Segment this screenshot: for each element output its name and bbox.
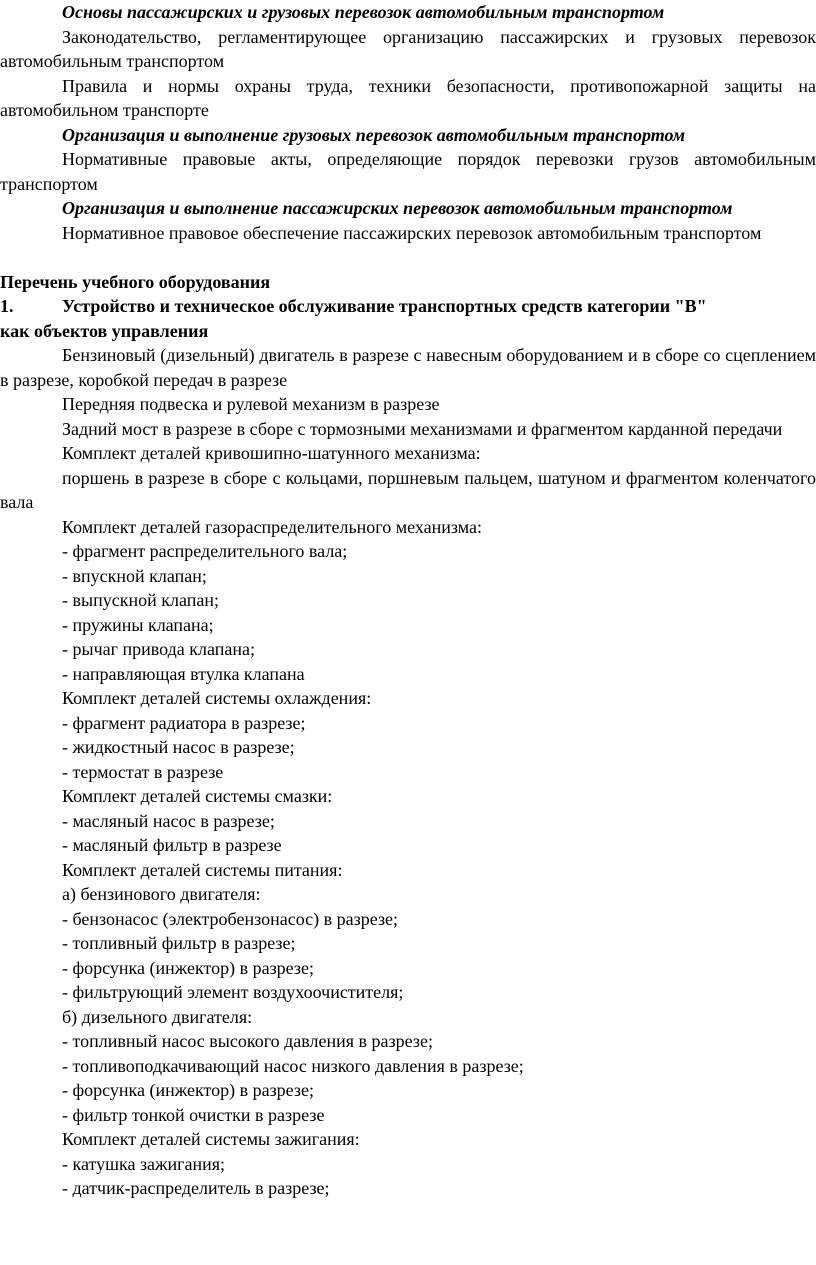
paragraph-engine: Бензиновый (дизельный) двигатель в разрезе с навесным оборудованием и в сборе со сцеплением в разрезе, коробкой передач в разрезе bbox=[0, 345, 816, 390]
equipment-lines bbox=[0, 515, 816, 1201]
blank-line bbox=[0, 245, 816, 270]
paragraph-legislation: Законодательство, регламентирующее организацию пассажирских и грузовых перевозок автомобильным транспортом bbox=[0, 26, 816, 71]
list-item: - топливоподкачивающий насос низкого давления в разрезе; bbox=[62, 1055, 524, 1076]
list-item: Комплект деталей системы охлаждения: bbox=[62, 688, 372, 708]
list-item: - фрагмент радиатора в разрезе; bbox=[62, 712, 306, 733]
list-item: - топливный насос высокого давления в разрезе; bbox=[62, 1031, 433, 1051]
list-item: - рычаг привода клапана; bbox=[62, 639, 256, 659]
list-item: - форсунка (инжектор) в разрезе; bbox=[62, 957, 314, 978]
section-heading-cargo: Организация и выполнение грузовых перевозок автомобильным транспортом bbox=[62, 124, 686, 145]
list-item: - катушка зажигания; bbox=[62, 1153, 226, 1174]
list-item: - пружины клапана; bbox=[62, 614, 214, 635]
list-item: - направляющая втулка клапана bbox=[62, 663, 305, 684]
list-item: - термостат в разрезе bbox=[62, 761, 224, 782]
paragraph-rear-axle: Задний мост в разрезе в сборе с тормозными механизмами и фрагментом карданной передачи bbox=[62, 418, 783, 439]
paragraph-safety-rules: Правила и нормы охраны труда, техники безопасности, противопожарной защиты на автомобильном транспорте bbox=[0, 75, 816, 120]
list-item: а) бензинового двигателя: bbox=[62, 884, 261, 904]
list-item: - фильтр тонкой очистки в разрезе bbox=[62, 1104, 325, 1125]
paragraph-front-suspension: Передняя подвеска и рулевой механизм в разрезе bbox=[62, 394, 440, 414]
list-item: - бензонасос (электробензонасос) в разрезе; bbox=[62, 908, 399, 929]
list-item: - фильтрующий элемент воздухоочистителя; bbox=[62, 982, 404, 1002]
list-item: Комплект деталей системы питания: bbox=[62, 859, 343, 880]
list-item: б) дизельного двигателя: bbox=[62, 1006, 253, 1027]
list-item: - масляный фильтр в разрезе bbox=[62, 835, 282, 855]
list-item: Комплект деталей газораспределительного механизма: bbox=[62, 516, 483, 537]
paragraph-passenger-law: Нормативное правовое обеспечение пассажирских перевозок автомобильным транспортом bbox=[62, 222, 762, 243]
list-item: - фрагмент распределительного вала; bbox=[62, 541, 348, 561]
numbered-heading-1 bbox=[0, 294, 816, 319]
list-item: - датчик-распределитель в разрезе; bbox=[62, 1178, 330, 1198]
section-heading-passenger: Организация и выполнение пассажирских перевозок автомобильным транспортом bbox=[62, 198, 733, 218]
list-item: - форсунка (инжектор) в разрезе; bbox=[62, 1080, 314, 1100]
item-number: 1. bbox=[0, 296, 14, 316]
paragraph-cargo-acts: Нормативные правовые акты, определяющие порядок перевозки грузов автомобильным транспортом bbox=[0, 149, 816, 194]
item-title-line1: Устройство и техническое обслуживание транспортных средств категории "B" bbox=[62, 296, 707, 316]
equipment-list-title: Перечень учебного оборудования bbox=[0, 271, 271, 292]
section-heading-basics: Основы пассажирских и грузовых перевозок автомобильным транспортом bbox=[62, 2, 665, 22]
list-item: - жидкостный насос в разрезе; bbox=[62, 737, 295, 757]
list-item: - выпускной клапан; bbox=[62, 590, 219, 610]
paragraph-piston: поршень в разрезе в сборе с кольцами, поршневым пальцем, шатуном и фрагментом коленчатого вала bbox=[0, 467, 816, 512]
list-item: Комплект деталей системы смазки: bbox=[62, 786, 333, 806]
item-title-line2: как объектов управления bbox=[0, 320, 209, 341]
list-item: - топливный фильтр в разрезе; bbox=[62, 933, 296, 953]
list-item: Комплект деталей системы зажигания: bbox=[62, 1129, 360, 1149]
list-item: - масляный насос в разрезе; bbox=[62, 810, 275, 831]
list-item: - впускной клапан; bbox=[62, 565, 207, 586]
paragraph-crank-kit: Комплект деталей кривошипно-шатунного механизма: bbox=[62, 443, 481, 463]
